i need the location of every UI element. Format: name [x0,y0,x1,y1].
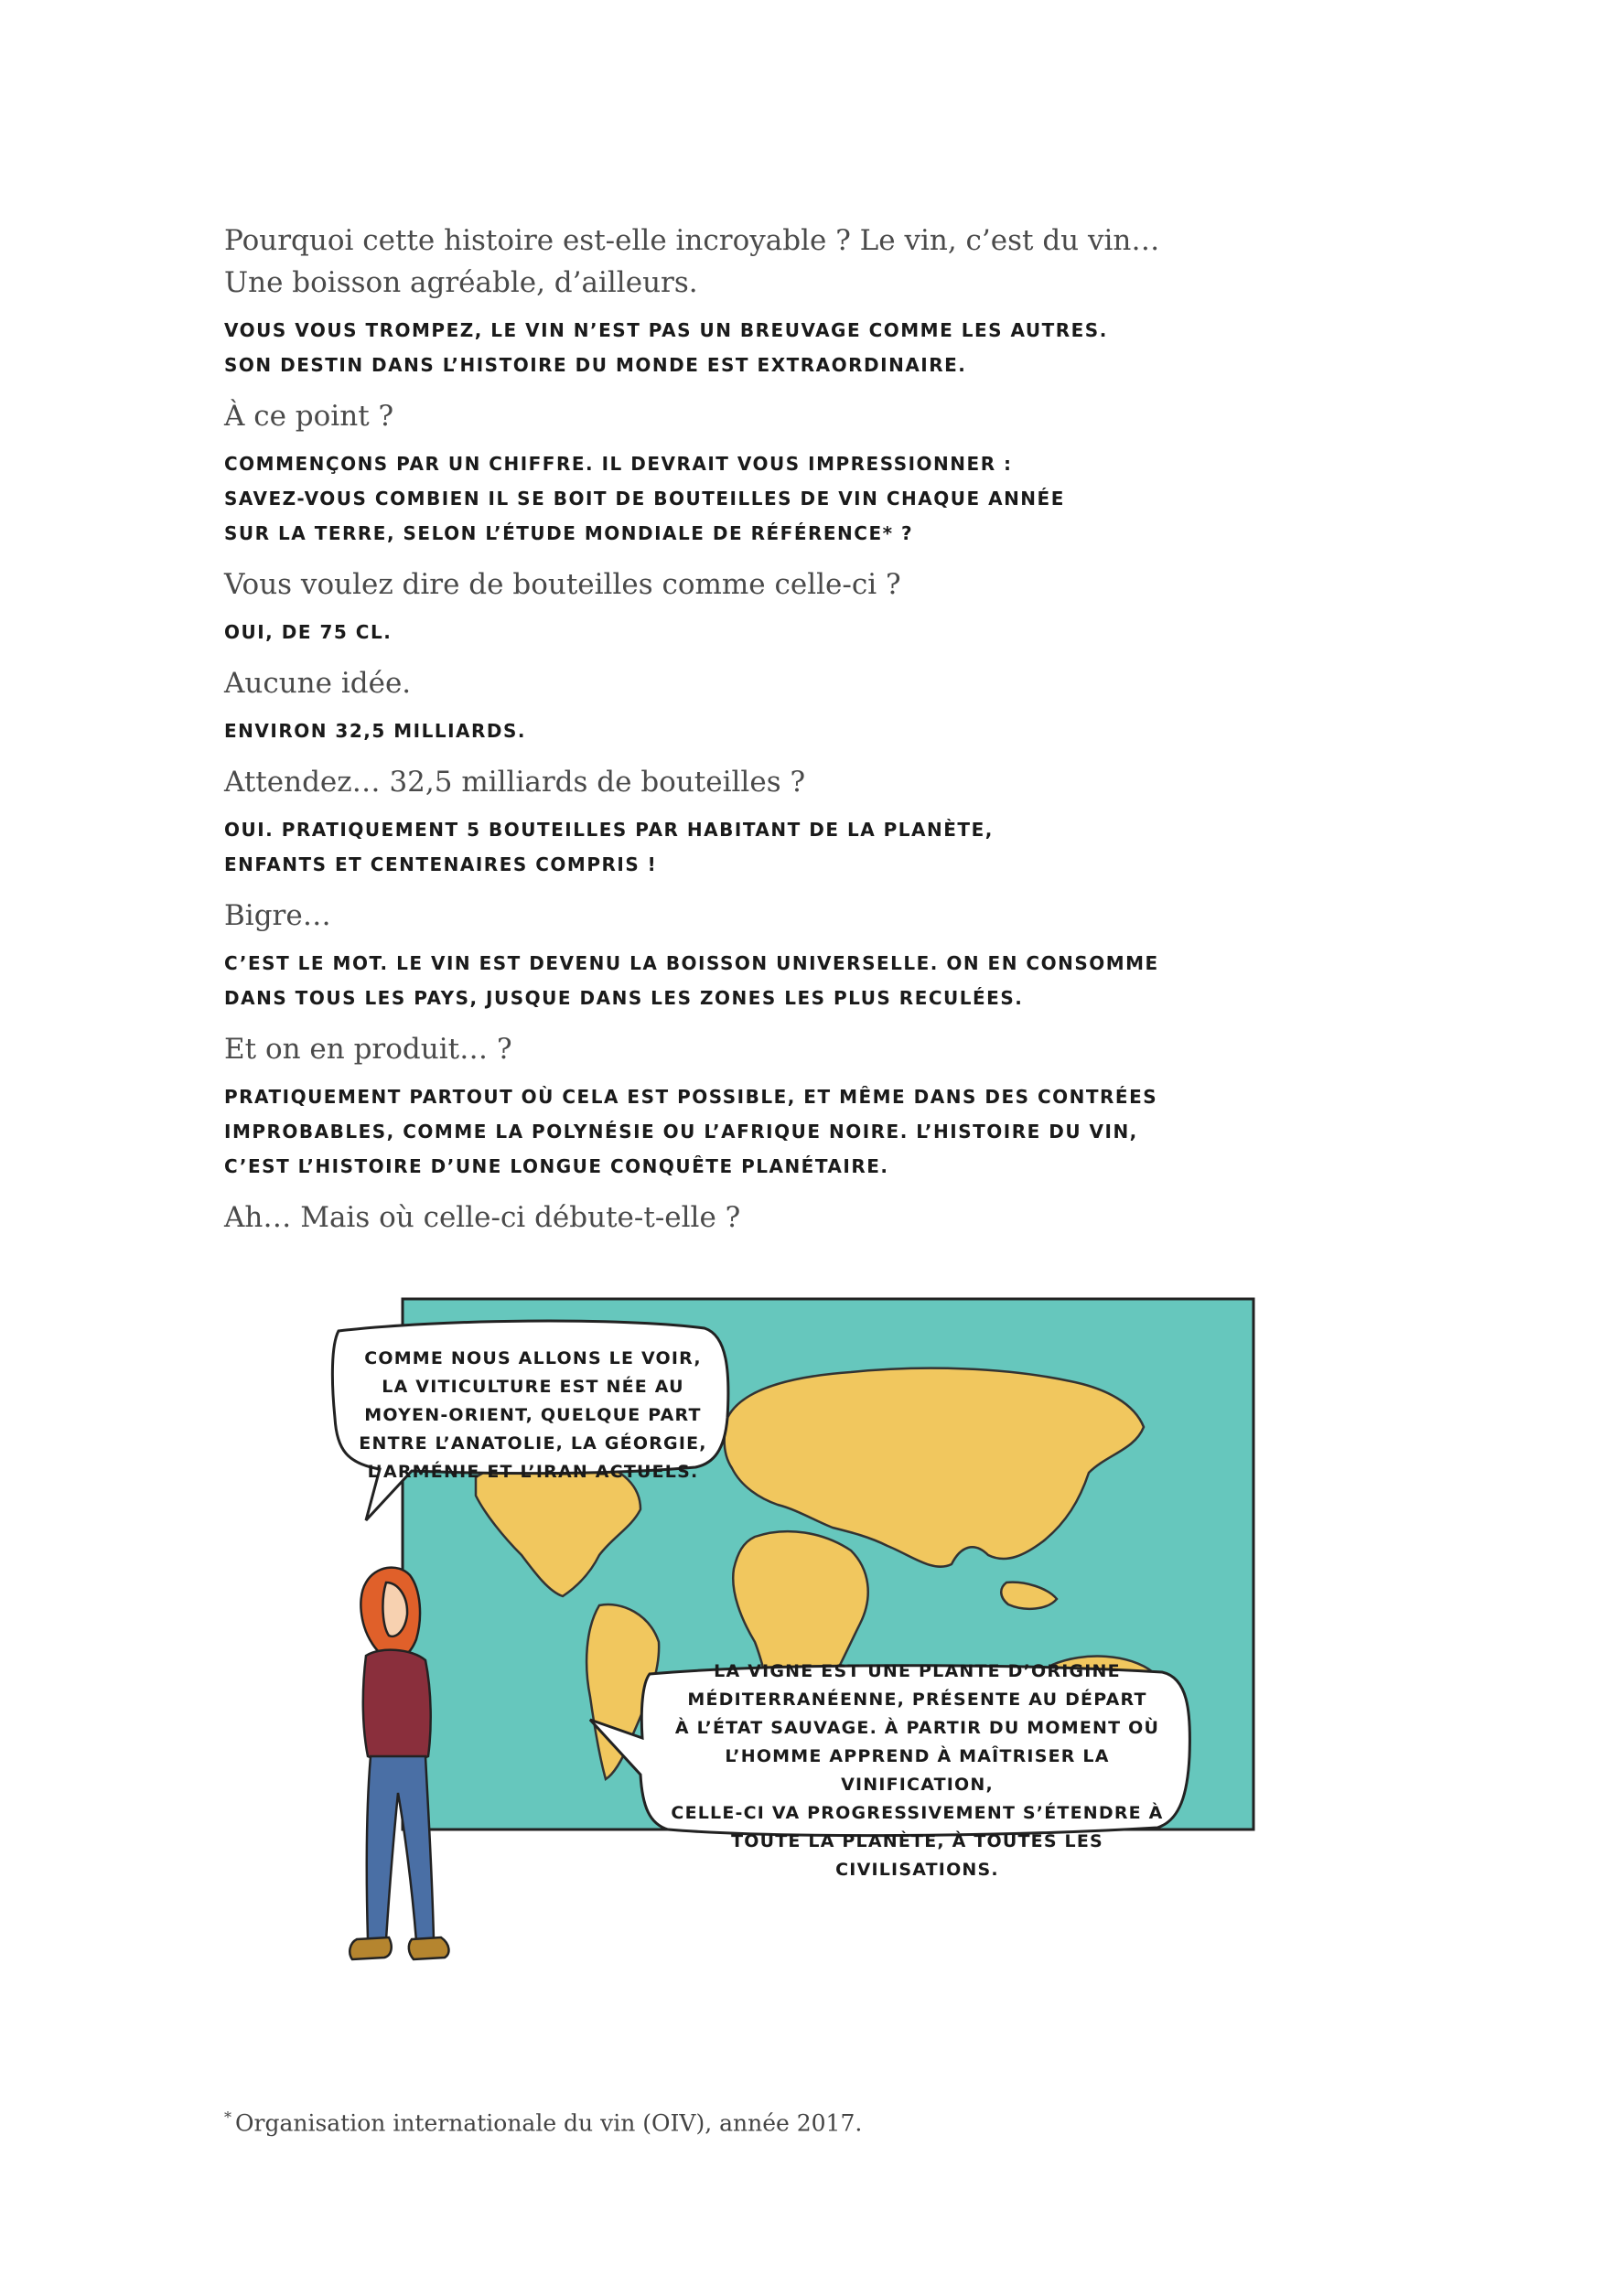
answer-2: COMMENÇONS PAR UN CHIFFRE. IL DEVRAIT VOUS IMPRESSIONNER : SAVEZ-VOUS COMBIEN IL SE BOIT DE BOUTEILLES DE VIN CHAQUE ANNÉE SUR LA TERRE, SELON L’ÉTUDE MONDIALE DE RÉFÉRENCE* ? [224,453,1065,544]
answer-6: C’EST LE MOT. LE VIN EST DEVENU LA BOISSON UNIVERSELLE. ON EN CONSOMME DANS TOUS LES PAYS, JUSQUE DANS LES ZONES LES PLUS RECULÉES. [224,952,1159,1009]
answer-7: PRATIQUEMENT PARTOUT OÙ CELA EST POSSIBLE, ET MÊME DANS DES CONTRÉES IMPROBABLES, COMME LA POLYNÉSIE OU L’AFRIQUE NOIRE. L’HISTOIRE DU VIN, C’EST L’HISTOIRE D’UNE LONGUE CONQUÊTE PLANÉTAIRE. [224,1086,1158,1177]
bottom-bubble-text: LA VIGNE EST UNE PLANTE D’ORIGINE MÉDITERRANÉENNE, PRÉSENTE AU DÉPART À L’ÉTAT SAUVAGE. À PARTIR DU MOMENT OÙ L’HOMME APPREND À MAÎTRISER LA VINIFICATION, CELLE-CI VA PROGRESSIVEMENT S’ÉTENDRE À TOUTE LA PLANÈTE, À TOUTES LES CIVILISATIONS. [671,1661,1164,1880]
top-bubble-text: COMME NOUS ALLONS LE VOIR, LA VITICULTURE EST NÉE AU MOYEN-ORIENT, QUELQUE PART ENTRE L’ANATOLIE, LA GÉORGIE, L’ARMÉNIE ET L’IRAN ACTUELS. [359,1348,707,1482]
question-5: Attendez… 32,5 milliards de bouteilles ? [224,766,806,799]
character-jeans [367,1756,434,1941]
character-shirt [363,1650,431,1762]
character-shoe-right [409,1937,449,1959]
interview-dialogue [224,220,1395,1248]
question-8: Ah… Mais où celle-ci débute-t-elle ? [224,1201,741,1234]
question-6: Bigre… [224,899,331,932]
answer-4: ENVIRON 32,5 MILLIARDS. [224,720,526,742]
question-2: À ce point ? [224,400,394,433]
question-7: Et on en produit… ? [224,1033,512,1066]
answer-3: OUI, DE 75 CL. [224,621,393,643]
answer-1: VOUS VOUS TROMPEZ, LE VIN N’EST PAS UN BREUVAGE COMME LES AUTRES. SON DESTIN DANS L’HISTOIRE DU MONDE EST EXTRAORDINAIRE. [224,319,1108,376]
question-1: Pourquoi cette histoire est-elle incroyable ? Le vin, c’est du vin… Une boisson agréable, d’ailleurs. [224,224,1160,299]
question-4: Aucune idée. [224,667,412,700]
world-map-illustration [229,1281,1281,2031]
footnote [224,2108,862,2136]
footnote-marker: * [224,2108,231,2126]
question-3: Vous voulez dire de bouteilles comme celle-ci ? [224,568,901,601]
footnote-text: Organisation internationale du vin (OIV), année 2017. [235,2109,863,2137]
character-shoe-left [350,1937,391,1959]
answer-5: OUI. PRATIQUEMENT 5 BOUTEILLES PAR HABITANT DE LA PLANÈTE, ENFANTS ET CENTENAIRES COMPRIS ! [224,819,994,875]
